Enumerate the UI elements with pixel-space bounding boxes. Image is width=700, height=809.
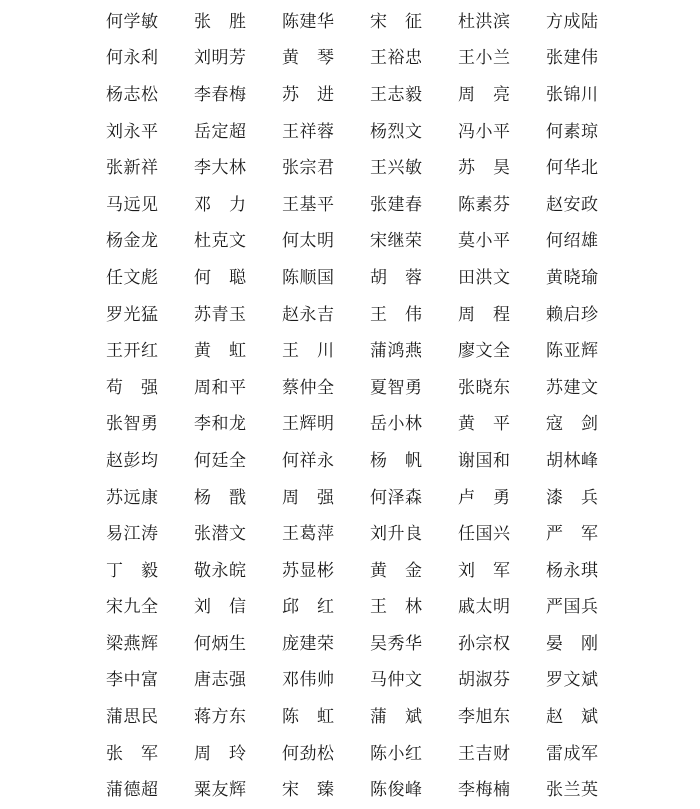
name-entry: 敬永皖: [194, 560, 246, 581]
name-entry: 蒲 斌: [370, 707, 422, 728]
name-entry: 杨 帆: [370, 450, 422, 471]
name-entry: 梁燕辉: [106, 633, 158, 654]
name-entry: 杨金龙: [106, 231, 158, 252]
name-entry: 宋九全: [106, 597, 158, 618]
name-entry: 罗光猛: [106, 304, 158, 325]
name-entry: 张 胜: [194, 11, 246, 32]
name-entry: 刘 军: [458, 560, 510, 581]
name-entry: 严国兵: [546, 597, 598, 618]
name-entry: 孙宗权: [458, 633, 510, 654]
name-entry: 李中富: [106, 670, 158, 691]
name-entry: 张 军: [106, 743, 158, 764]
name-entry: 刘 信: [194, 597, 246, 618]
name-entry: 田洪文: [458, 267, 510, 288]
name-entry: 苏远康: [106, 487, 158, 508]
name-entry: 王开红: [106, 341, 158, 362]
name-entry: 李梅楠: [458, 780, 510, 801]
name-entry: 苏青玉: [194, 304, 246, 325]
name-entry: 马远见: [106, 194, 158, 215]
name-entry: 王基平: [282, 194, 334, 215]
name-entry: 胡林峰: [546, 450, 598, 471]
name-entry: 何永利: [106, 48, 158, 69]
name-entry: 庞建荣: [282, 633, 334, 654]
name-entry: 张建春: [370, 194, 422, 215]
name-entry: 周 强: [282, 487, 334, 508]
name-entry: 王 伟: [370, 304, 422, 325]
name-entry: 赵 斌: [546, 707, 598, 728]
name-entry: 王吉财: [458, 743, 510, 764]
name-entry: 罗文斌: [546, 670, 598, 691]
name-entry: 夏智勇: [370, 377, 422, 398]
name-entry: 岳小林: [370, 414, 422, 435]
name-entry: 王兴敏: [370, 158, 422, 179]
name-entry: 苏 昊: [458, 158, 510, 179]
name-entry: 邱 红: [282, 597, 334, 618]
name-entry: 何廷全: [194, 450, 246, 471]
name-entry: 宋 征: [370, 11, 422, 32]
name-entry: 苏建文: [546, 377, 598, 398]
name-entry: 陈俊峰: [370, 780, 422, 801]
name-entry: 马仲文: [370, 670, 422, 691]
name-entry: 蒲思民: [106, 707, 158, 728]
name-entry: 陈 虹: [282, 707, 334, 728]
name-entry: 吴秀华: [370, 633, 422, 654]
name-entry: 刘明芳: [194, 48, 246, 69]
name-entry: 任国兴: [458, 524, 510, 545]
name-entry: 寇 剑: [546, 414, 598, 435]
name-entry: 莫小平: [458, 231, 510, 252]
name-entry: 卢 勇: [458, 487, 510, 508]
name-entry: 李春梅: [194, 84, 246, 105]
name-entry: 赵永吉: [282, 304, 334, 325]
name-entry: 冯小平: [458, 121, 510, 142]
name-entry: 蒋方东: [194, 707, 246, 728]
name-entry: 张潜文: [194, 524, 246, 545]
name-entry: 丁 毅: [106, 560, 158, 581]
name-entry: 何华北: [546, 158, 598, 179]
name-entry: 杜克文: [194, 231, 246, 252]
name-entry: 廖文全: [458, 341, 510, 362]
name-entry: 苏显彬: [282, 560, 334, 581]
name-entry: 王祥蓉: [282, 121, 334, 142]
name-entry: 张建伟: [546, 48, 598, 69]
name-entry: 张新祥: [106, 158, 158, 179]
name-entry: 苏 进: [282, 84, 334, 105]
name-entry: 张智勇: [106, 414, 158, 435]
name-entry: 何学敏: [106, 11, 158, 32]
name-entry: 张晓东: [458, 377, 510, 398]
name-entry: 粟友辉: [194, 780, 246, 801]
name-entry: 邓 力: [194, 194, 246, 215]
name-entry: 黄 平: [458, 414, 510, 435]
name-entry: 张兰英: [546, 780, 598, 801]
name-entry: 何太明: [282, 231, 334, 252]
name-list-grid: [106, 4, 596, 809]
name-entry: 周 玲: [194, 743, 246, 764]
name-entry: 蔡仲全: [282, 377, 334, 398]
name-entry: 刘永平: [106, 121, 158, 142]
name-entry: 王裕忠: [370, 48, 422, 69]
name-entry: 张锦川: [546, 84, 598, 105]
name-entry: 唐志强: [194, 670, 246, 691]
name-entry: 赵彭均: [106, 450, 158, 471]
name-entry: 漆 兵: [546, 487, 598, 508]
name-entry: 杨永琪: [546, 560, 598, 581]
name-entry: 严 军: [546, 524, 598, 545]
name-entry: 胡淑芬: [458, 670, 510, 691]
name-entry: 王志毅: [370, 84, 422, 105]
name-entry: 杨烈文: [370, 121, 422, 142]
name-entry: 岳定超: [194, 121, 246, 142]
name-entry: 周 程: [458, 304, 510, 325]
name-entry: 雷成军: [546, 743, 598, 764]
name-entry: 何绍雄: [546, 231, 598, 252]
name-entry: 陈小红: [370, 743, 422, 764]
name-entry: 何泽森: [370, 487, 422, 508]
name-entry: 任文彪: [106, 267, 158, 288]
name-entry: 李和龙: [194, 414, 246, 435]
name-entry: 周 亮: [458, 84, 510, 105]
name-entry: 何 聪: [194, 267, 246, 288]
name-entry: 苟 强: [106, 377, 158, 398]
name-entry: 杜洪滨: [458, 11, 510, 32]
name-entry: 陈亚辉: [546, 341, 598, 362]
name-entry: 易江涛: [106, 524, 158, 545]
name-entry: 李大林: [194, 158, 246, 179]
name-entry: 黄 虹: [194, 341, 246, 362]
name-entry: 王小兰: [458, 48, 510, 69]
name-entry: 杨志松: [106, 84, 158, 105]
name-entry: 方成陆: [546, 11, 598, 32]
name-entry: 谢国和: [458, 450, 510, 471]
name-entry: 宋继荣: [370, 231, 422, 252]
name-entry: 陈建华: [282, 11, 334, 32]
name-entry: 赵安政: [546, 194, 598, 215]
name-entry: 周和平: [194, 377, 246, 398]
name-entry: 黄 金: [370, 560, 422, 581]
name-entry: 李旭东: [458, 707, 510, 728]
name-entry: 黄 琴: [282, 48, 334, 69]
name-entry: 刘升良: [370, 524, 422, 545]
name-entry: 王葛萍: [282, 524, 334, 545]
name-entry: 蒲德超: [106, 780, 158, 801]
name-entry: 王 林: [370, 597, 422, 618]
name-entry: 胡 蓉: [370, 267, 422, 288]
name-entry: 宋 臻: [282, 780, 334, 801]
name-entry: 黄晓瑜: [546, 267, 598, 288]
name-entry: 王辉明: [282, 414, 334, 435]
name-entry: 陈顺国: [282, 267, 334, 288]
name-entry: 何素琼: [546, 121, 598, 142]
name-entry: 蒲鸿燕: [370, 341, 422, 362]
name-entry: 张宗君: [282, 158, 334, 179]
name-entry: 陈素芬: [458, 194, 510, 215]
name-entry: 杨 戬: [194, 487, 246, 508]
name-entry: 何炳生: [194, 633, 246, 654]
name-entry: 戚太明: [458, 597, 510, 618]
name-entry: 王 川: [282, 341, 334, 362]
name-entry: 赖启珍: [546, 304, 598, 325]
name-entry: 邓伟帅: [282, 670, 334, 691]
name-entry: 何劲松: [282, 743, 334, 764]
name-entry: 何祥永: [282, 450, 334, 471]
name-entry: 晏 刚: [546, 633, 598, 654]
